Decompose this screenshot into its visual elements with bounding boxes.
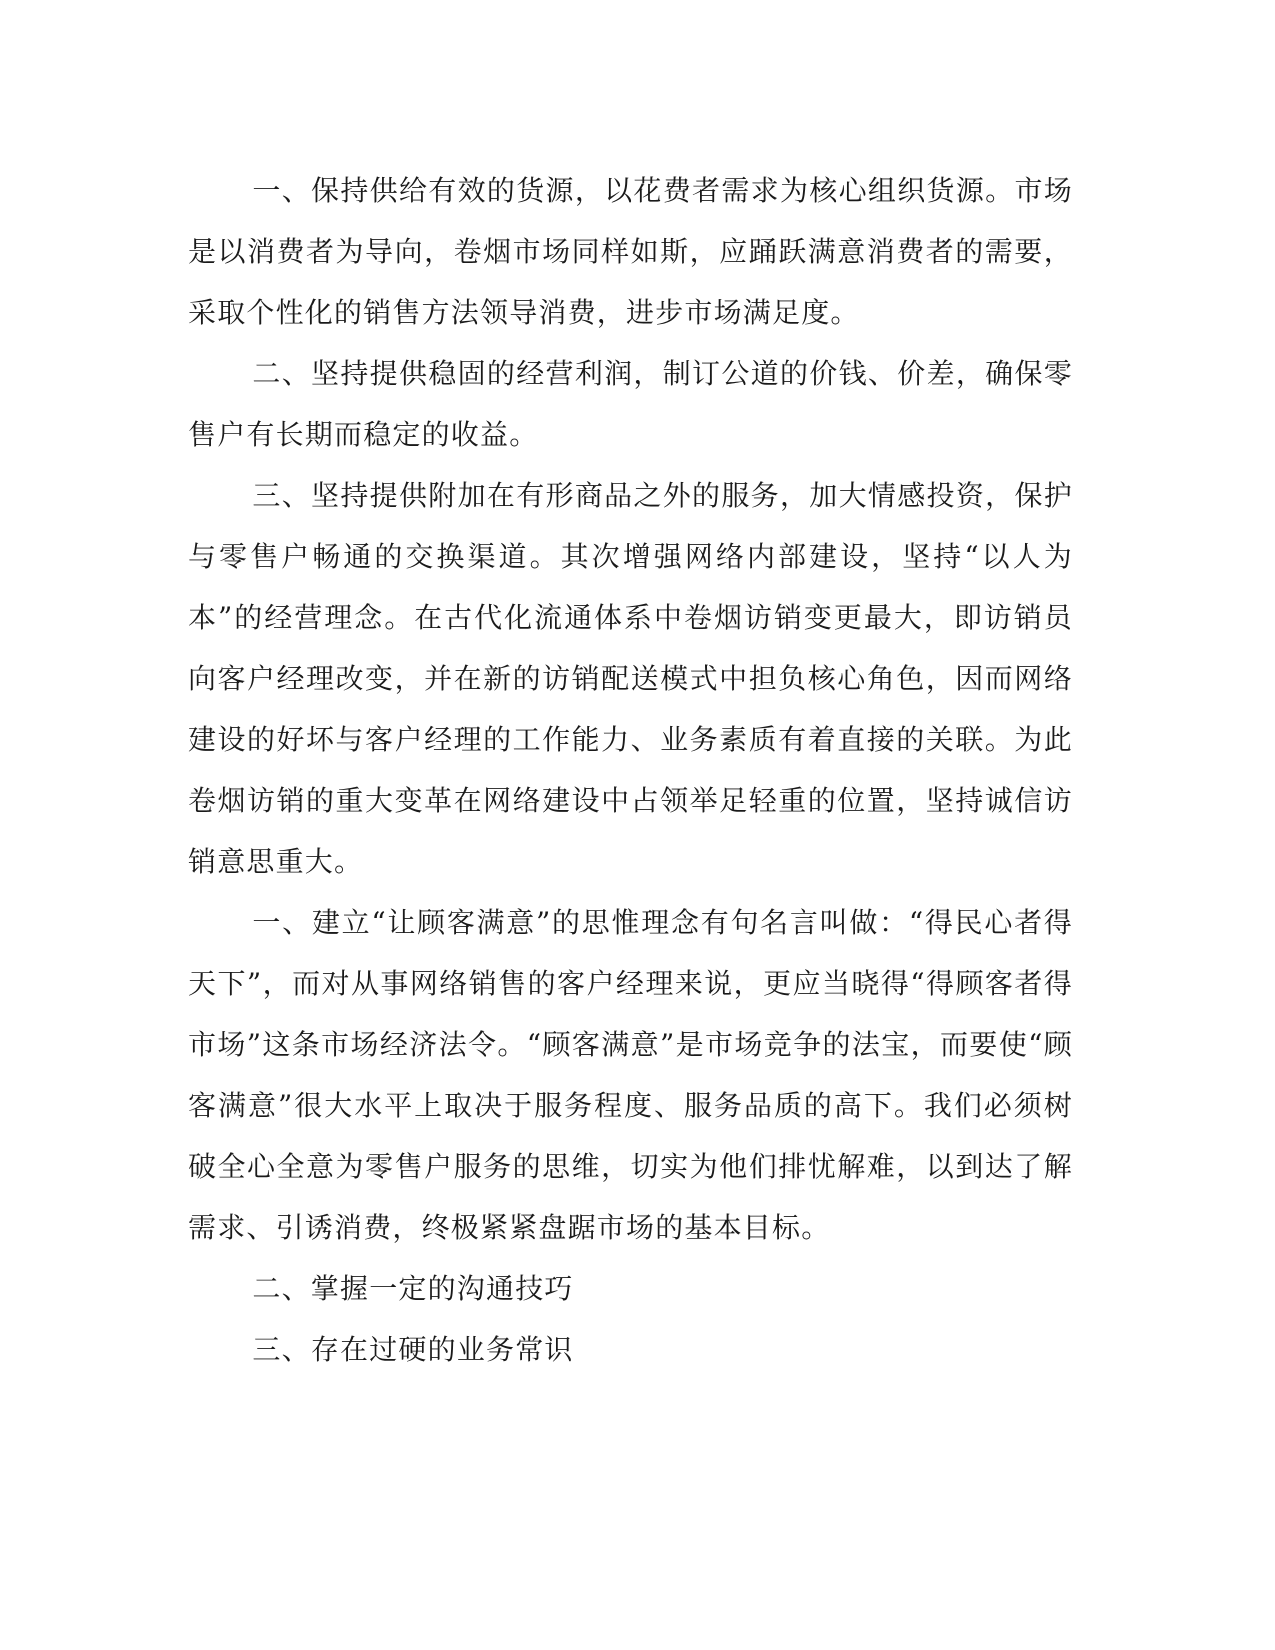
paragraph-3: 三、坚持提供附加在有形商品之外的服务，加大情感投资，保护与零售户畅通的交换渠道。其次增强网络内部建设，坚持“以人为本”的经营理念。在古代化流通体系中卷烟访销变更最大，即访销员向客户经理改变，并在新的访销配送模式中担负核心角色，因而网络建设的好坏与客户经理的工作能力、业务素质有着直接的关联。为此卷烟访销的重大变革在网络建设中占领举足轻重的位置，坚持诚信访销意思重大。 (188, 479, 1073, 878)
paragraph-2: 二、坚持提供稳固的经营利润，制订公道的价钱、价差，确保零售户有长期而稳定的收益。 (188, 357, 1073, 451)
paragraph-5: 二、掌握一定的沟通技巧 (252, 1272, 574, 1305)
paragraph-1: 一、保持供给有效的货源，以花费者需求为核心组织货源。市场是以消费者为导向，卷烟市场同样如斯，应踊跃满意消费者的需要，采取个性化的销售方法领导消费，进步市场满足度。 (188, 174, 1073, 329)
paragraph-4: 一、建立“让顾客满意”的思惟理念有句名言叫做：“得民心者得天下”，而对从事网络销售的客户经理来说，更应当晓得“得顾客者得市场”这条市场经济法令。“顾客满意”是市场竞争的法宝，而要使“顾客满意”很大水平上取决于服务程度、服务品质的高下。我们必须树破全心全意为零售户服务的思维，切实为他们排忧解难，以到达了解需求、引诱消费，终极紧紧盘踞市场的基本目标。 (188, 906, 1073, 1244)
document-body (188, 160, 1073, 1380)
paragraph-6: 三、存在过硬的业务常识 (252, 1333, 574, 1366)
